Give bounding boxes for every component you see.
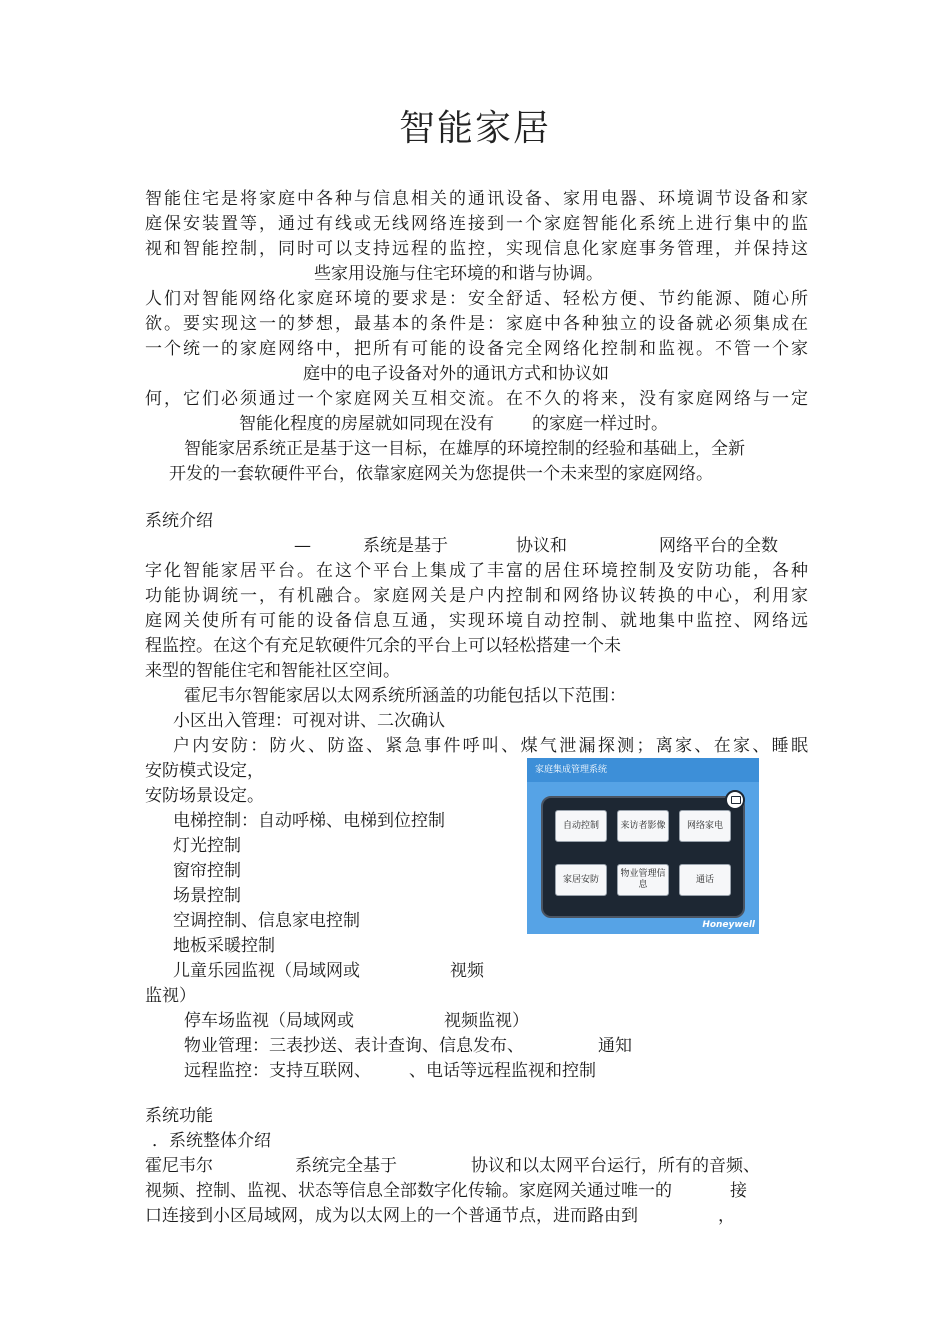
feature-access: 小区出入管理：可视对讲、二次确认	[173, 711, 445, 731]
figure-title: 家庭集成管理系统	[535, 765, 608, 775]
s1-scope: 霍尼韦尔智能家居以太网系统所涵盖的功能包括以下范围：	[184, 686, 626, 706]
feature-elevator: 电梯控制：自动呼梯、电梯到位控制	[173, 811, 445, 831]
s2-l1-a: 霍尼韦尔	[145, 1156, 213, 1176]
req-line-2: 欲。要实现这一的梦想，最基本的条件是：家庭中各种独立的设备就必须集成在	[145, 314, 808, 334]
s1-line-6: 来型的智能住宅和智能社区空间。	[145, 661, 400, 681]
s2-l1-b: 系统完全基于	[295, 1156, 397, 1176]
intro-line-2: 庭保安装置等，通过有线或无线网络连接到一个家庭智能化系统上进行集中的监	[145, 214, 808, 234]
feature-floor-heating: 地板采暖控制	[173, 936, 275, 956]
figure-button-call: 通话	[679, 864, 731, 896]
section-heading-intro: 系统介绍	[145, 511, 213, 531]
feature-curtain: 窗帘控制	[173, 861, 241, 881]
intro-line-4: 些家用设施与住宅环境的和谐与协调。	[314, 264, 603, 284]
intro-line-3: 视和智能控制，同时可以支持远程的监控，实现信息化家庭事务管理，并保持这	[145, 239, 808, 259]
parking-a: 停车场监视（局域网或	[184, 1011, 354, 1031]
req-line-3: 一个统一的家庭网络中，把所有可能的设备完全网络化控制和监视。不管一个家	[145, 339, 808, 359]
s2-l1-c: 协议和以太网平台运行，所有的音频、	[471, 1156, 760, 1176]
page-title: 智能家居	[398, 108, 551, 149]
figure-button-home-security: 家居安防	[555, 864, 607, 896]
s1-dash: —	[294, 536, 311, 556]
figure-panel	[541, 796, 745, 918]
sys-line-2: 开发的一套软硬件平台，依靠家庭网关为您提供一个未来型的家庭网络。	[169, 464, 713, 484]
playground-b: 视频	[450, 961, 484, 981]
req-line-6-a: 智能化程度的房屋就如同现在没有	[239, 414, 494, 434]
sys-line-1: 智能家居系统正是基于这一目标，在雄厚的环境控制的经验和基础上，全新	[184, 439, 745, 459]
feature-security: 户内安防：防火、防盗、紧急事件呼叫、煤气泄漏探测；离家、在家、睡眠	[173, 736, 808, 756]
req-line-4: 庭中的电子设备对外的通讯方式和协议如	[303, 364, 609, 384]
req-line-6-b: 的家庭一样过时。	[532, 414, 668, 434]
s2-l3-b: ，	[718, 1206, 735, 1226]
playground-a: 儿童乐园监视（局域网或	[173, 961, 360, 981]
feature-security-scene: 安防场景设定。	[145, 786, 264, 806]
s1-seg-2: 协议和	[516, 536, 567, 556]
feature-security-mode: 安防模式设定，	[145, 761, 264, 781]
s2-l2-b: 接	[730, 1181, 747, 1201]
figure-button-auto-control: 自动控制	[555, 810, 607, 842]
req-line-6	[239, 414, 668, 434]
section-heading-function: 系统功能	[145, 1106, 213, 1126]
s1-line-2: 字化智能家居平台。在这个平台上集成了丰富的居住环境控制及安防功能，各种	[145, 561, 808, 581]
remote-b: 、电话等远程监视和控制	[409, 1061, 596, 1081]
s2-l2-a: 视频、控制、监视、状态等信息全部数字化传输。家庭网关通过唯一的	[145, 1181, 672, 1201]
feature-playground	[173, 961, 484, 981]
figure-title-bar	[527, 758, 759, 782]
property-b: 通知	[598, 1036, 632, 1056]
feature-property	[184, 1036, 632, 1056]
s1-seg-1: 系统是基于	[363, 536, 448, 556]
figure-button-network-appliance: 网络家电	[679, 810, 731, 842]
intro-line-1: 智能住宅是将家庭中各种与信息相关的通讯设备、家用电器、环境调节设备和家	[145, 189, 808, 209]
figure-button-visitor: 来访者影像	[617, 810, 669, 842]
figure-brand-logo: Honeywell	[702, 920, 755, 930]
s1-line-3: 功能协调统一，有机融合。家庭网关是户内控制和网络协议转换的中心，利用家	[145, 586, 808, 606]
feature-remote	[184, 1061, 596, 1081]
monitor-icon	[725, 790, 745, 810]
s2-line-3	[145, 1206, 735, 1226]
feature-lighting: 灯光控制	[173, 836, 241, 856]
feature-ac: 空调控制、信息家电控制	[173, 911, 360, 931]
parking-b: 视频监视）	[444, 1011, 529, 1031]
s1-line-4: 庭网关使所有可能的设备信息互通，实现环境自动控制、就地集中监控、网络远	[145, 611, 808, 631]
property-a: 物业管理：三表抄送、表计查询、信息发布、	[184, 1036, 524, 1056]
s1-seg-3: 网络平台的全数	[659, 536, 778, 556]
s1-line-1	[294, 536, 778, 556]
req-line-1: 人们对智能网络化家庭环境的要求是：安全舒适、轻松方便、节约能源、随心所	[145, 289, 808, 309]
feature-playground-cont: 监视）	[145, 986, 196, 1006]
system-screenshot-figure	[527, 758, 759, 934]
figure-button-property-info: 物业管理信息	[617, 864, 669, 896]
feature-parking	[184, 1011, 529, 1031]
s2-line-1	[145, 1156, 760, 1176]
s2-line-2	[145, 1181, 747, 1201]
req-line-5: 何，它们必须通过一个家庭网关互相交流。在不久的将来，没有家庭网络与一定	[145, 389, 808, 409]
s1-line-5: 程监控。在这个有充足软硬件冗余的平台上可以轻松搭建一个未	[145, 636, 621, 656]
feature-scene: 场景控制	[173, 886, 241, 906]
s2-l3-a: 口连接到小区局域网，成为以太网上的一个普通节点，进而路由到	[145, 1206, 638, 1226]
section2-subheading: ．系统整体介绍	[152, 1131, 271, 1151]
figure-body	[527, 782, 759, 934]
remote-a: 远程监控：支持互联网、	[184, 1061, 371, 1081]
